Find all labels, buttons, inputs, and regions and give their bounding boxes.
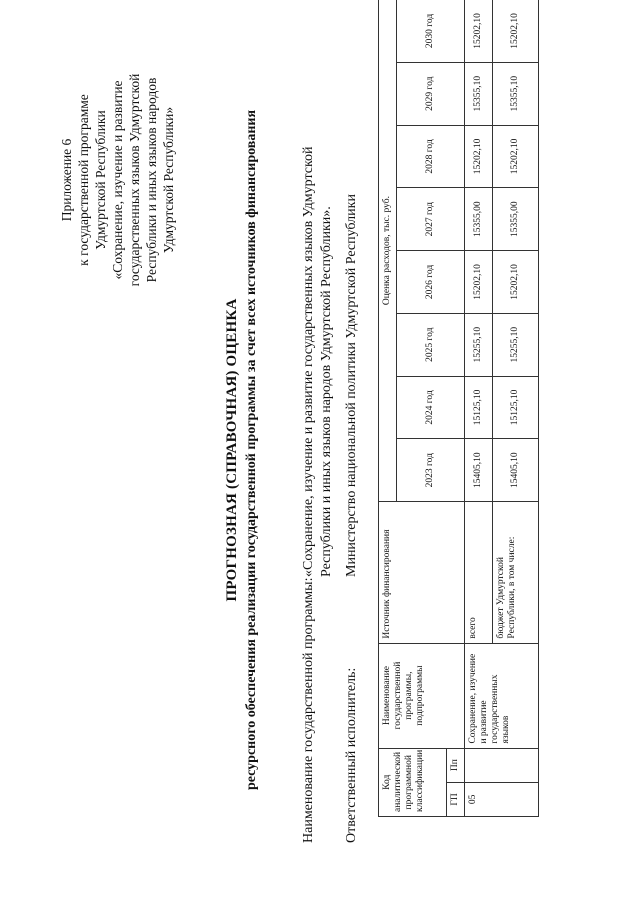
header-year: 2027 год bbox=[397, 188, 465, 251]
table-row bbox=[465, 0, 493, 817]
appendix-line: Приложение 6 bbox=[59, 138, 74, 222]
cell-value: 15125,10 bbox=[493, 376, 539, 439]
header-year: 2029 год bbox=[397, 62, 465, 125]
cell-value: 15355,10 bbox=[493, 62, 539, 125]
program-name-line2: Республики и иных языков народов Удмуртской Республики». bbox=[319, 206, 334, 577]
header-source: Источник финансирования bbox=[379, 502, 465, 643]
appendix-line: государственных языков Удмуртской bbox=[127, 73, 142, 287]
cell-value: 15202,10 bbox=[493, 125, 539, 188]
cell-value: 15255,10 bbox=[493, 313, 539, 376]
cell-value: 15125,10 bbox=[465, 376, 493, 439]
cell-value: 15202,10 bbox=[465, 125, 493, 188]
header-gp: ГП bbox=[447, 782, 465, 816]
appendix-line: Удмуртской Республики» bbox=[161, 106, 176, 254]
cell-value: 15355,00 bbox=[465, 188, 493, 251]
document-title: ПРОГНОЗНАЯ (СПРАВОЧНАЯ) ОЦЕНКА bbox=[224, 298, 240, 602]
header-estimate: Оценка расходов, тыс. руб. bbox=[379, 0, 397, 502]
cell-value: 15202,10 bbox=[493, 0, 539, 62]
cell-source: бюджет Удмуртской Республики, в том числе: bbox=[493, 502, 539, 643]
cell-value: 15255,10 bbox=[465, 313, 493, 376]
appendix-block bbox=[58, 15, 177, 345]
financing-table bbox=[378, 0, 539, 817]
cell-value: 15405,10 bbox=[465, 439, 493, 502]
cell-value: 15202,10 bbox=[493, 251, 539, 314]
header-code: Код аналитической программной классификации bbox=[379, 748, 447, 816]
cell-value: 15202,10 bbox=[465, 251, 493, 314]
executor-value: Министерство национальной политики Удмуртской Республики bbox=[344, 194, 359, 577]
header-year: 2025 год bbox=[397, 313, 465, 376]
cell-pp-code bbox=[465, 748, 539, 782]
program-name-line1: «Сохранение, изучение и развитие государственных языков Удмуртской bbox=[301, 146, 316, 577]
header-year: 2028 год bbox=[397, 125, 465, 188]
appendix-line: Удмуртской Республики bbox=[93, 110, 108, 250]
appendix-line: к государственной программе bbox=[76, 94, 91, 266]
header-year: 2030 год bbox=[397, 0, 465, 62]
program-label: Наименование государственной программы: bbox=[301, 577, 316, 843]
appendix-line: Республики и иных языков народов bbox=[144, 77, 159, 283]
header-year: 2026 год bbox=[397, 251, 465, 314]
cell-value: 15202,10 bbox=[465, 0, 493, 62]
executor-label: Ответственный исполнитель: bbox=[344, 667, 359, 843]
cell-program-name: Сохранение, изучение и развитие государственных языков bbox=[465, 643, 539, 748]
header-year: 2023 год bbox=[397, 439, 465, 502]
table-header-row bbox=[379, 0, 397, 817]
header-pp: Пп bbox=[447, 748, 465, 782]
document-subtitle: ресурсного обеспечения реализации государственной программы за счет всех источников финансирования bbox=[244, 109, 259, 791]
header-year: 2024 год bbox=[397, 376, 465, 439]
cell-value: 15355,10 bbox=[465, 62, 493, 125]
cell-source: всего bbox=[465, 502, 493, 643]
cell-value: 15355,00 bbox=[493, 188, 539, 251]
cell-value: 15405,10 bbox=[493, 439, 539, 502]
header-name: Наименование государственной программы, подпрограммы bbox=[379, 643, 465, 748]
appendix-line: «Сохранение, изучение и развитие bbox=[110, 80, 125, 280]
cell-gp-code: 05 bbox=[465, 782, 539, 816]
